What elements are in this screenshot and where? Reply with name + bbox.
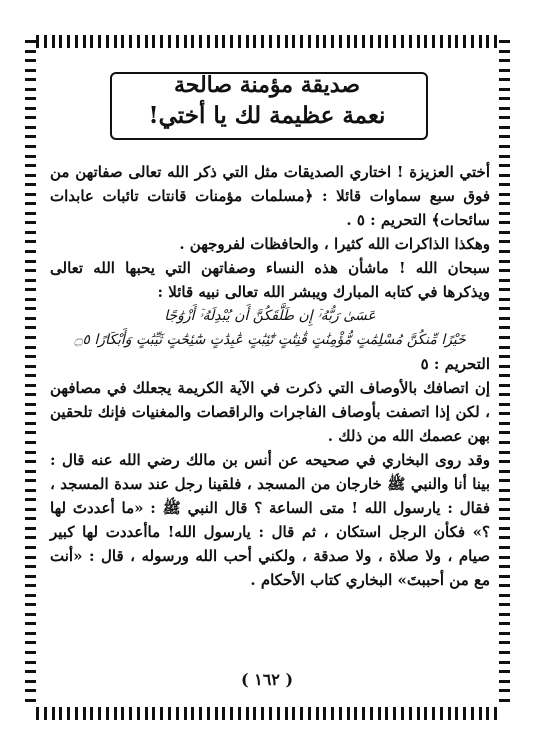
border-dash	[499, 202, 510, 205]
paragraph: إن اتصافك بالأوصاف التي ذكرت في الآية الكريمة يجعلك في مصافهن ، لكن إذا اتصفت بأوصاف الفاجرات والراقصات والمغنيات فإنك تلحقين بهن عصمك الله من ذلك .	[50, 379, 490, 445]
border-dash	[316, 707, 319, 720]
border-dash	[168, 35, 171, 48]
border-dash	[499, 231, 510, 234]
border-dash	[499, 260, 510, 263]
border-dash	[25, 699, 36, 702]
border-dash	[499, 250, 510, 253]
border-dash	[25, 40, 36, 43]
border-dash	[499, 155, 510, 158]
border-dash	[25, 374, 36, 377]
quran-verse-line-1: عَسَىٰ رَبُّهُۥٓ إِن طَلَّقَكُنَّ أَن يُبْدِلَهُۥٓ أَزْوَٰجًا	[164, 308, 376, 324]
verse-reference: التحريم : ٥	[420, 355, 490, 373]
border-dash	[499, 145, 510, 148]
border-dash	[199, 35, 202, 48]
border-dash	[114, 35, 117, 48]
border-dash	[25, 202, 36, 205]
border-dash	[499, 641, 510, 644]
border-dash	[121, 707, 124, 720]
border-dash	[215, 707, 218, 720]
border-dash	[424, 707, 427, 720]
border-dash	[238, 35, 241, 48]
border-dash	[471, 35, 474, 48]
border-dash	[316, 35, 319, 48]
border-dash	[176, 707, 179, 720]
title-line-2: نعمة عظيمة لك يا أختي!	[148, 102, 386, 129]
paragraph: أختي العزيزة ! اختاري الصديقات مثل التي ذكر الله تعالى صفاتهن من فوق سبع سماوات قائلا : ﴿مسلمات مؤمنات قانتات تائبات عابدات سائحات﴾ التحريم : ٥ .	[50, 163, 490, 229]
border-dash	[378, 707, 381, 720]
border-dash	[455, 707, 458, 720]
border-dash	[59, 707, 62, 720]
border-dash	[499, 59, 510, 62]
border-dash	[83, 707, 86, 720]
border-dash	[25, 221, 36, 224]
border-dash	[75, 35, 78, 48]
border-dash	[25, 250, 36, 253]
border-dash	[261, 35, 264, 48]
border-dash	[230, 35, 233, 48]
paragraph: سبحان الله ! ماشأن هذه النساء وصفاتهن التي يحبها الله تعالى ويذكرها في كتابه المبارك ويبشر الله تعالى نبيه قائلا :	[50, 259, 490, 301]
border-dash	[499, 556, 510, 559]
border-dash	[499, 508, 510, 511]
border-dash	[300, 707, 303, 720]
border-dash	[145, 707, 148, 720]
border-dash	[222, 707, 225, 720]
border-dash	[499, 135, 510, 138]
border-dash	[25, 460, 36, 463]
border-dash	[292, 707, 295, 720]
border-dash	[25, 661, 36, 664]
border-dash	[499, 603, 510, 606]
border-dash	[385, 35, 388, 48]
border-dash	[25, 431, 36, 434]
border-dash	[25, 174, 36, 177]
border-dash	[168, 707, 171, 720]
border-dash	[52, 35, 55, 48]
border-dash	[499, 212, 510, 215]
border-dash	[160, 707, 163, 720]
border-dash	[354, 707, 357, 720]
border-dash	[347, 707, 350, 720]
border-dash	[417, 35, 420, 48]
border-dash	[25, 298, 36, 301]
border-dash	[215, 35, 218, 48]
border-dash	[25, 412, 36, 415]
border-dash	[25, 594, 36, 597]
border-dash	[25, 365, 36, 368]
paragraph: وهكذا الذاكرات الله كثيرا ، والحافظات لفروجهن .	[179, 235, 490, 253]
border-dash	[499, 441, 510, 444]
border-dash	[417, 707, 420, 720]
border-dash	[486, 707, 489, 720]
border-dash	[499, 470, 510, 473]
border-dash	[378, 35, 381, 48]
border-dash	[499, 374, 510, 377]
border-dash	[440, 35, 443, 48]
border-dash	[25, 603, 36, 606]
border-dash	[499, 355, 510, 358]
border-dash	[25, 403, 36, 406]
border-dash	[25, 50, 36, 53]
border-dash	[499, 546, 510, 549]
border-dash	[261, 707, 264, 720]
border-dash	[25, 632, 36, 635]
left-border	[24, 40, 36, 702]
border-dash	[25, 326, 36, 329]
border-dash	[25, 641, 36, 644]
border-dash	[25, 212, 36, 215]
border-dash	[401, 707, 404, 720]
border-dash	[424, 35, 427, 48]
border-dash	[499, 699, 510, 702]
body-text	[50, 160, 490, 592]
border-dash	[98, 35, 101, 48]
border-dash	[25, 317, 36, 320]
border-dash	[499, 479, 510, 482]
border-dash	[499, 240, 510, 243]
border-dash	[25, 584, 36, 587]
border-dash	[393, 35, 396, 48]
border-dash	[409, 35, 412, 48]
border-dash	[499, 498, 510, 501]
border-dash	[499, 412, 510, 415]
border-dash	[323, 35, 326, 48]
border-dash	[184, 35, 187, 48]
border-dash	[36, 707, 39, 720]
border-dash	[253, 707, 256, 720]
border-dash	[499, 221, 510, 224]
border-dash	[499, 298, 510, 301]
border-dash	[471, 707, 474, 720]
border-dash	[499, 689, 510, 692]
border-dash	[25, 288, 36, 291]
border-dash	[479, 707, 482, 720]
border-dash	[246, 707, 249, 720]
border-dash	[277, 35, 280, 48]
border-dash	[25, 145, 36, 148]
page-number: ( ١٦٢ )	[240, 670, 294, 689]
border-dash	[90, 707, 93, 720]
border-dash	[499, 384, 510, 387]
border-dash	[393, 707, 396, 720]
border-dash	[331, 35, 334, 48]
border-dash	[432, 35, 435, 48]
top-border	[36, 34, 498, 48]
border-dash	[25, 546, 36, 549]
border-dash	[494, 707, 497, 720]
border-dash	[25, 565, 36, 568]
right-border	[498, 40, 510, 702]
border-dash	[370, 35, 373, 48]
border-dash	[499, 193, 510, 196]
border-dash	[25, 470, 36, 473]
border-dash	[499, 336, 510, 339]
border-dash	[114, 707, 117, 720]
border-dash	[499, 613, 510, 616]
border-dash	[499, 489, 510, 492]
border-dash	[25, 613, 36, 616]
border-dash	[499, 422, 510, 425]
border-dash	[83, 35, 86, 48]
border-dash	[25, 135, 36, 138]
border-dash	[25, 517, 36, 520]
border-dash	[308, 707, 311, 720]
border-dash	[75, 707, 78, 720]
border-dash	[207, 707, 210, 720]
border-dash	[25, 260, 36, 263]
border-dash	[25, 346, 36, 349]
border-dash	[499, 451, 510, 454]
border-dash	[499, 50, 510, 53]
border-dash	[499, 279, 510, 282]
border-dash	[499, 517, 510, 520]
border-dash	[36, 35, 39, 48]
quran-verse-line-2: خَيْرًا مِّنكُنَّ مُسْلِمَٰتٍ مُّؤْمِنَٰتٍ قَٰنِتَٰتٍ تَٰٓئِبَٰتٍ عَٰبِدَٰتٍ سَٰٓئِحَٰتٍ ثَيِّبَٰتٍ وَأَبْكَارًا ۝٥	[74, 332, 466, 348]
border-dash	[486, 35, 489, 48]
border-dash	[499, 326, 510, 329]
border-dash	[362, 707, 365, 720]
border-dash	[160, 35, 163, 48]
border-dash	[370, 707, 373, 720]
border-dash	[308, 35, 311, 48]
border-dash	[323, 707, 326, 720]
border-dash	[25, 164, 36, 167]
bottom-border	[36, 706, 498, 720]
border-dash	[176, 35, 179, 48]
border-dash	[25, 307, 36, 310]
paragraph: وقد روى البخاري في صحيحه عن أنس بن مالك رضي الله عنه قال : بينا أنا والنبي ﷺ خارجان من المسجد ، فلقينا رجل عند سدة المسجد ، فقال : يارسول الله ! متى الساعة ؟ قال النبي ﷺ : «ما أعددتَ لها ؟» فكأن الرجل استكان ، ثم قال : يارسول الله! ماأعددت لها كبير صيام ، ولا صلاة ، ولا صدقة ، ولكني أحب الله ورسوله ، قال : «أنت مع من أحببتَ» البخاري كتاب الأحكام .	[50, 451, 490, 589]
border-dash	[238, 707, 241, 720]
border-dash	[59, 35, 62, 48]
border-dash	[25, 689, 36, 692]
border-dash	[499, 174, 510, 177]
border-dash	[25, 556, 36, 559]
border-dash	[25, 336, 36, 339]
border-dash	[25, 451, 36, 454]
border-dash	[499, 632, 510, 635]
border-dash	[129, 707, 132, 720]
border-dash	[499, 365, 510, 368]
page-title	[0, 70, 534, 132]
border-dash	[499, 536, 510, 539]
border-dash	[347, 35, 350, 48]
border-dash	[499, 288, 510, 291]
border-dash	[331, 707, 334, 720]
border-dash	[432, 707, 435, 720]
border-dash	[106, 707, 109, 720]
border-dash	[277, 707, 280, 720]
border-dash	[499, 565, 510, 568]
border-dash	[52, 707, 55, 720]
border-dash	[479, 35, 482, 48]
border-dash	[494, 35, 497, 48]
border-dash	[25, 279, 36, 282]
border-dash	[106, 35, 109, 48]
border-dash	[152, 707, 155, 720]
border-dash	[499, 317, 510, 320]
border-dash	[499, 164, 510, 167]
border-dash	[25, 479, 36, 482]
border-dash	[191, 35, 194, 48]
border-dash	[448, 35, 451, 48]
border-dash	[499, 403, 510, 406]
border-dash	[499, 460, 510, 463]
border-dash	[25, 536, 36, 539]
border-dash	[25, 489, 36, 492]
border-dash	[25, 384, 36, 387]
border-dash	[25, 441, 36, 444]
border-dash	[121, 35, 124, 48]
border-dash	[25, 651, 36, 654]
border-dash	[362, 35, 365, 48]
border-dash	[25, 183, 36, 186]
border-dash	[246, 35, 249, 48]
border-dash	[339, 707, 342, 720]
border-dash	[25, 59, 36, 62]
border-dash	[25, 355, 36, 358]
border-dash	[339, 35, 342, 48]
border-dash	[44, 35, 47, 48]
border-dash	[499, 594, 510, 597]
border-dash	[222, 35, 225, 48]
border-dash	[499, 346, 510, 349]
border-dash	[463, 707, 466, 720]
border-dash	[191, 707, 194, 720]
border-dash	[129, 35, 132, 48]
border-dash	[292, 35, 295, 48]
border-dash	[145, 35, 148, 48]
border-dash	[90, 35, 93, 48]
border-dash	[285, 35, 288, 48]
border-dash	[25, 508, 36, 511]
border-dash	[499, 393, 510, 396]
border-dash	[230, 707, 233, 720]
border-dash	[285, 707, 288, 720]
border-dash	[98, 707, 101, 720]
border-dash	[499, 622, 510, 625]
border-dash	[463, 35, 466, 48]
border-dash	[499, 269, 510, 272]
border-dash	[25, 231, 36, 234]
border-dash	[152, 35, 155, 48]
border-dash	[25, 393, 36, 396]
border-dash	[67, 707, 70, 720]
border-dash	[269, 707, 272, 720]
border-dash	[354, 35, 357, 48]
border-dash	[25, 422, 36, 425]
border-dash	[499, 575, 510, 578]
border-dash	[253, 35, 256, 48]
border-dash	[184, 707, 187, 720]
border-dash	[499, 651, 510, 654]
border-dash	[25, 575, 36, 578]
border-dash	[25, 622, 36, 625]
border-dash	[137, 35, 140, 48]
title-line-1: صديقة مؤمنة صالحة	[173, 72, 361, 98]
border-dash	[499, 307, 510, 310]
border-dash	[199, 707, 202, 720]
border-dash	[499, 527, 510, 530]
border-dash	[25, 155, 36, 158]
border-dash	[440, 707, 443, 720]
border-dash	[300, 35, 303, 48]
border-dash	[499, 661, 510, 664]
border-dash	[499, 183, 510, 186]
border-dash	[499, 584, 510, 587]
border-dash	[385, 707, 388, 720]
border-dash	[25, 498, 36, 501]
border-dash	[25, 193, 36, 196]
border-dash	[448, 707, 451, 720]
border-dash	[25, 240, 36, 243]
border-dash	[25, 527, 36, 530]
border-dash	[409, 707, 412, 720]
border-dash	[499, 431, 510, 434]
border-dash	[67, 35, 70, 48]
border-dash	[207, 35, 210, 48]
border-dash	[25, 269, 36, 272]
border-dash	[455, 35, 458, 48]
border-dash	[499, 40, 510, 43]
border-dash	[269, 35, 272, 48]
border-dash	[44, 707, 47, 720]
border-dash	[137, 707, 140, 720]
border-dash	[401, 35, 404, 48]
